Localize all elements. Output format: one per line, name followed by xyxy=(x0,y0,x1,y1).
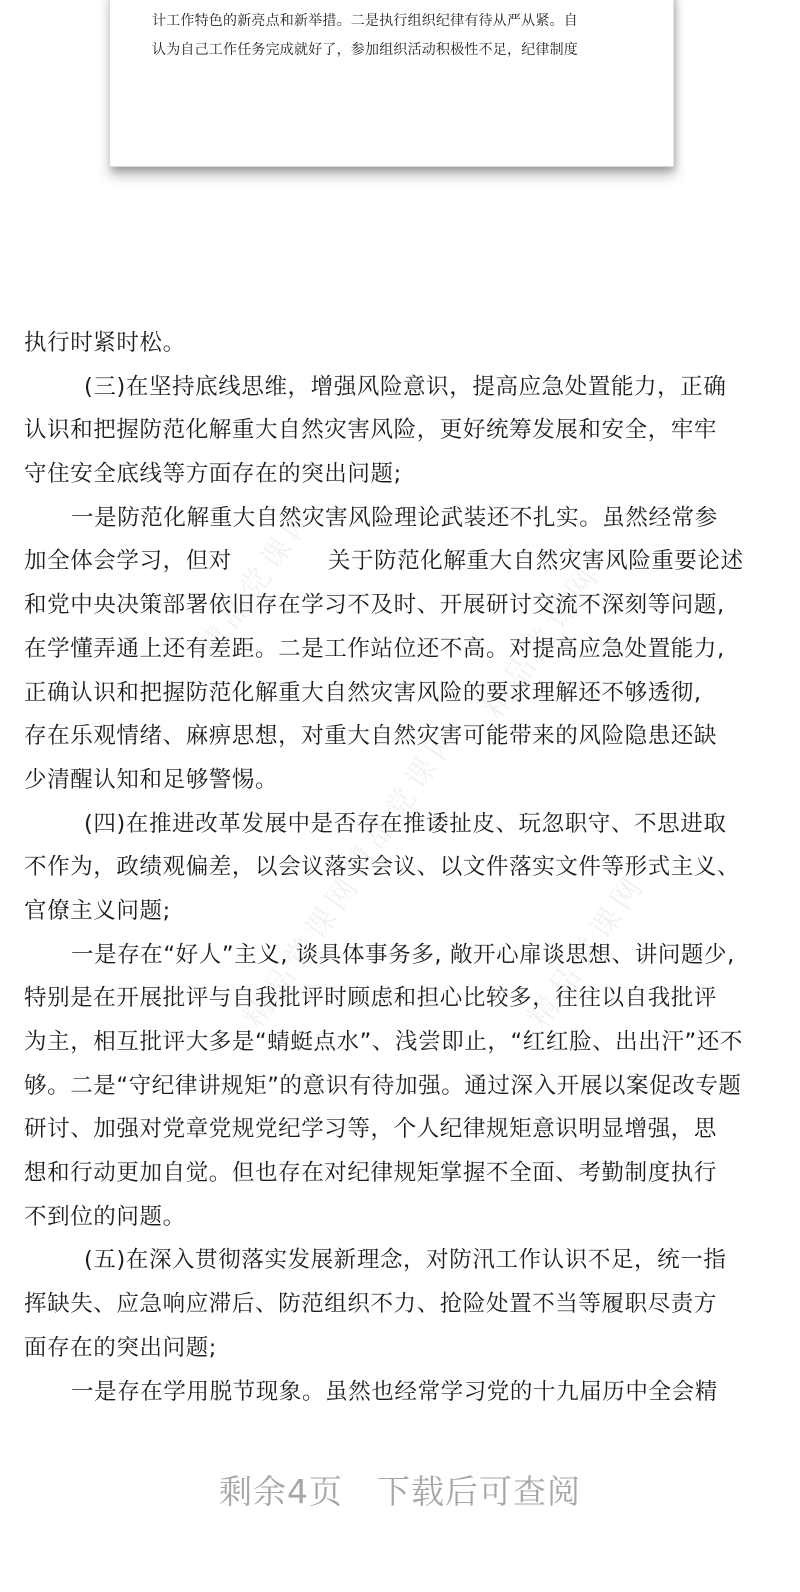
line-segment: 关于防范化解重大自然灾害风险重要论述 xyxy=(327,548,744,575)
document-line: 少清醒认知和足够警惕。 xyxy=(24,766,279,793)
section-heading-3: (三)在坚持底线思维，增强风险意识，提高应急处置能力，正确 xyxy=(84,373,727,400)
download-to-view-prompt[interactable] xyxy=(0,1466,800,1513)
document-line: 不到位的问题。 xyxy=(24,1203,186,1230)
document-body xyxy=(24,322,769,1414)
section-heading-4: (四)在推进改革发展中是否存在推诿扯皮、玩忽职守、不思进取 xyxy=(84,810,727,837)
previous-page-preview-card xyxy=(110,0,674,167)
document-line: 存在乐观情绪、麻痹思想，对重大自然灾害可能带来的风险隐患还缺 xyxy=(24,723,718,750)
remaining-pages-label: 剩余4页 xyxy=(219,1472,343,1511)
document-line: 在学懂弄通上还有差距。二是工作站位还不高。对提高应急处置能力, xyxy=(24,635,725,662)
watermark: 精品党课网 xyxy=(191,497,324,665)
preview-line: 计工作特色的新亮点和新举措。二是执行组织纪律有待从严从紧。自 xyxy=(152,13,578,29)
paragraph-start: 一是存在“好人”主义, 谈具体事务多, 敞开心扉谈思想、讲问题少, xyxy=(71,941,735,968)
document-line: 挥缺失、应急响应滞后、防范组织不力、抢险处置不当等履职尽责方 xyxy=(24,1291,718,1318)
line-segment: 加全体会学习，但对 xyxy=(24,548,232,575)
watermark: 精品党课网 xyxy=(236,867,369,1035)
paragraph-start: 一是存在学用脱节现象。虽然也经常学习党的十九届历中全会精 xyxy=(71,1378,718,1405)
document-line: 执行时紧时松。 xyxy=(24,330,186,356)
document-line: 够。二是“守纪律讲规矩”的意识有待加强。通过深入开展以案促改专题 xyxy=(24,1072,742,1099)
document-line xyxy=(24,540,769,584)
preview-line xyxy=(152,0,642,7)
paragraph-start: 一是防范化解重大自然灾害风险理论武装还不扎实。虽然经常参 xyxy=(71,504,718,531)
document-line: 官僚主义问题; xyxy=(24,897,171,924)
watermark: 精品党课网 xyxy=(521,867,654,1035)
document-line: 和党中央决策部署依旧存在学习不及时、开展研讨交流不深刻等问题, xyxy=(24,592,725,619)
document-line: 面存在的突出问题; xyxy=(24,1334,217,1361)
section-heading-5: (五)在深入贯彻落实发展新理念，对防汛工作认识不足，统一指 xyxy=(84,1247,727,1274)
document-line: 特别是在开展批评与自我批评时顾虑和担心比较多，往往以自我批评 xyxy=(24,985,718,1012)
preview-text xyxy=(152,0,642,65)
document-line: 正确认识和把握防范化解重大自然灾害风险的要求理解还不够透彻, xyxy=(24,679,702,706)
document-line: 认识和把握防范化解重大自然灾害风险，更好统筹发展和安全，牢牢 xyxy=(24,417,718,444)
document-line: 为主，相互批评大多是“蜻蜓点水”、浅尝即止，“红红脸、出出汗”还不 xyxy=(24,1029,743,1055)
download-hint-label: 下载后可查阅 xyxy=(377,1472,581,1511)
document-line: 不作为，政绩观偏差，以会议落实会议、以文件落实文件等形式主义、 xyxy=(24,854,741,881)
document-line: 研讨、加强对党章党规党纪学习等，个人纪律规矩意识明显增强，思 xyxy=(24,1116,718,1143)
document-line: 守住安全底线等方面存在的突出问题; xyxy=(24,461,402,488)
document-line: 想和行动更加自觉。但也存在对纪律规矩掌握不全面、考勤制度执行 xyxy=(24,1160,718,1187)
watermark: 精品党课网 xyxy=(476,557,609,725)
watermark: 精品党课网 xyxy=(336,717,469,885)
preview-line: 认为自己工作任务完成就好了，参加组织活动积极性不足，纪律制度 xyxy=(152,42,578,58)
